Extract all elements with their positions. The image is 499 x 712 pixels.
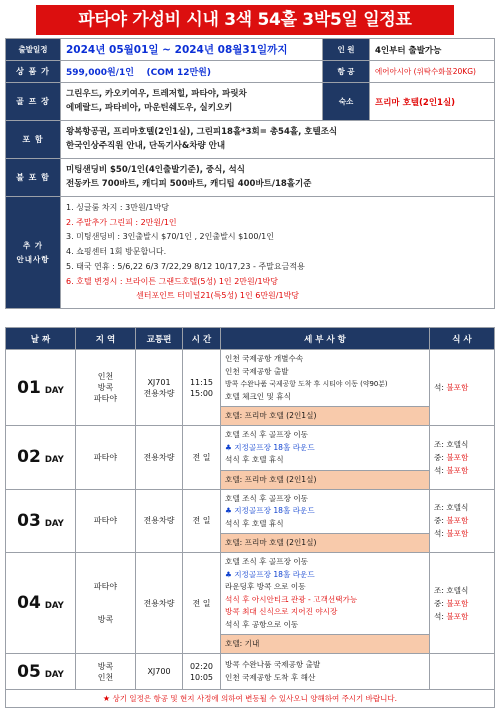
excluded-label: 불 포 함 xyxy=(6,159,61,197)
hotel-line: 호텔: 프리마 호텔 (2인1실) xyxy=(221,406,429,425)
details-cell xyxy=(221,553,430,654)
detail-line: ♣ 지정골프장 18홀 라운드 xyxy=(225,442,315,452)
meal-label: 조: xyxy=(434,585,447,595)
region-line: 파타야 xyxy=(93,582,118,591)
transport-line: XJ700 xyxy=(147,667,171,676)
meal-line xyxy=(434,381,494,394)
day-number: 02 xyxy=(17,447,41,468)
transport-line: 전용차량 xyxy=(143,388,175,398)
price-label: 상 품 가 xyxy=(6,61,61,83)
day-cell xyxy=(6,350,76,426)
note-item: 6. 호텔 변경시 : 브라이튼 그랜드호텔(5성) 1인 2만원/1박당 xyxy=(66,276,278,286)
meal-label: 석: xyxy=(434,611,444,621)
meal-label: 석: xyxy=(434,529,444,539)
meal-label: 중: xyxy=(434,598,444,608)
meal-line xyxy=(434,438,494,451)
day-row xyxy=(6,489,495,553)
transport-cell xyxy=(136,553,183,654)
meals-cell xyxy=(430,350,495,426)
region-cell xyxy=(76,426,136,490)
page-title: 파타야 가성비 시내 3색 54홀 3박5일 일정표 xyxy=(36,5,454,35)
people-value: 4인부터 출발가능 xyxy=(370,39,495,61)
notes-list xyxy=(61,197,495,309)
header-date: 날 짜 xyxy=(6,328,76,350)
time-cell xyxy=(183,350,221,426)
meal-line xyxy=(434,527,494,540)
detail-line: 라운딩후 방콕 으로 이동 xyxy=(225,582,306,591)
meal-label: 석: xyxy=(434,465,444,475)
meal-line xyxy=(434,610,494,623)
hotel-line: 호텔: 프리마 호텔 (2인1실) xyxy=(221,533,429,552)
meal-line xyxy=(434,501,494,514)
meal-line xyxy=(434,584,494,597)
included-line: 왕복항공권, 프리마호텔(2인1실), 그린피18홀*3회= 총54홀, 호텔조식 xyxy=(66,127,338,137)
time-cell xyxy=(183,553,221,654)
details-cell xyxy=(221,350,430,426)
notes-label xyxy=(6,197,61,309)
transport-cell xyxy=(136,654,183,690)
meal-value: 불포함 xyxy=(446,465,469,475)
transport-line: XJ701 xyxy=(147,377,171,387)
day-cell xyxy=(6,553,76,654)
air-value: 에어아시아 (위탁수화물20KG) xyxy=(370,61,495,83)
transport-line: 전용차량 xyxy=(143,598,175,608)
meal-value: 불포함 xyxy=(446,529,469,539)
detail-line: 석식 후 아시안티크 관광 - 고객선택가능 xyxy=(225,594,358,604)
note-item: 1. 싱글룸 차지 : 3만원/1박당 xyxy=(66,202,169,212)
detail-line: 석식 후 호텔 휴식 xyxy=(225,455,284,464)
meal-label: 석: xyxy=(434,383,444,392)
day-suffix: DAY xyxy=(44,385,64,396)
day-number: 05 xyxy=(17,661,41,682)
day-suffix: DAY xyxy=(44,455,64,466)
meal-label: 중: xyxy=(434,452,444,462)
stay-value: 프리마 호텔(2인1실) xyxy=(370,83,495,121)
region-line: 파타야 xyxy=(93,394,118,403)
air-label: 항 공 xyxy=(323,61,370,83)
transport-cell xyxy=(136,426,183,490)
transport-line: 전용차량 xyxy=(143,452,175,462)
detail-line: 방콕 최대 신식으로 지어진 야시장 xyxy=(225,607,338,616)
time-cell xyxy=(183,489,221,553)
day-suffix: DAY xyxy=(44,669,64,680)
day-cell xyxy=(6,426,76,490)
detail-line: 호텔 조식 후 골프장 이동 xyxy=(225,493,309,503)
region-line: 방콕 xyxy=(97,661,114,671)
details-cell xyxy=(221,489,430,553)
day-number: 04 xyxy=(17,593,41,613)
detail-line: 방콕 수완나품 국제공항 출발 xyxy=(225,660,321,669)
details-cell xyxy=(221,654,430,690)
time-line: 전 일 xyxy=(192,452,211,462)
meals-cell xyxy=(430,489,495,553)
time-line: 11:15 xyxy=(189,377,214,387)
note-item: 4. 쇼핑센터 1회 방문합니다. xyxy=(66,247,167,257)
footer-note xyxy=(6,690,495,708)
time-cell xyxy=(183,426,221,490)
detail-line: 호텔 조식 후 골프장 이동 xyxy=(225,557,309,566)
region-cell xyxy=(76,350,136,426)
note-item: 센터포인트 터미널21(특5성) 1인 6만원/1박당 xyxy=(136,291,300,301)
day-number: 01 xyxy=(17,377,41,398)
info-table xyxy=(5,38,495,309)
stay-label: 숙소 xyxy=(323,83,370,121)
meal-line xyxy=(434,597,494,610)
detail-line: 인천 국제공항 출발 xyxy=(225,366,289,376)
meal-line xyxy=(434,464,494,477)
header-meals: 식 사 xyxy=(430,328,495,350)
detail-line: 호텔 조식 후 골프장 이동 xyxy=(225,430,309,439)
details-cell xyxy=(221,426,430,490)
excluded-line: 미팅샌딩비 $50/1인(4인출발기준), 중식, 석식 xyxy=(66,165,245,175)
time-line: 02:20 xyxy=(189,661,214,671)
meal-label: 조: xyxy=(434,503,447,513)
footer-text: 상기 일정은 항공 및 현지 사정에 의하여 변동될 수 있사오니 양해하여 주시기 바랍니다. xyxy=(112,694,398,703)
hotel-line: 호텔: 프리마 호텔 (2인1실) xyxy=(221,470,429,489)
excluded-items xyxy=(61,159,495,197)
region-line: 방콕 xyxy=(97,383,114,392)
transport-line: 전용차량 xyxy=(143,516,175,526)
price-note: (COM 12만원) xyxy=(146,68,211,78)
included-line: 한국인상주직원 안내, 단독기사&차량 안내 xyxy=(66,140,226,151)
detail-line: 인천 국제공항 도착 후 해산 xyxy=(225,672,316,682)
golf-line: 에메랄드, 파타비아, 마운틴쉐도우, 실키오키 xyxy=(66,102,233,113)
transport-cell xyxy=(136,350,183,426)
time-line: 전 일 xyxy=(192,598,211,608)
region-cell xyxy=(76,654,136,690)
day-cell xyxy=(6,654,76,690)
region-cell xyxy=(76,553,136,654)
day-suffix: DAY xyxy=(44,518,64,529)
meal-value: 호텔식 xyxy=(446,439,469,449)
meal-value: 불포함 xyxy=(446,452,469,462)
people-label: 인 원 xyxy=(323,39,370,61)
region-line: 파타야 xyxy=(93,452,118,462)
meals-cell xyxy=(430,553,495,654)
meal-value: 불포함 xyxy=(446,516,469,526)
header-details: 세 부 사 항 xyxy=(221,328,430,350)
time-line: 15:00 xyxy=(189,388,214,398)
day-cell xyxy=(6,489,76,553)
header-transport: 교통편 xyxy=(136,328,183,350)
price-cell xyxy=(61,61,323,83)
time-line: 전 일 xyxy=(192,516,211,526)
note-item: 2. 주말추가 그린피 : 2만원/1인 xyxy=(66,217,177,227)
detail-line: ♣ 지정골프장 18홀 라운드 xyxy=(225,506,315,515)
day-number: 03 xyxy=(17,510,41,531)
region-line: 인천 xyxy=(97,672,114,682)
excluded-line: 전동카트 700바트, 캐디피 500바트, 캐디팁 400바트/18홀기준 xyxy=(66,178,312,189)
detail-line: 호텔 체크인 및 휴식 xyxy=(225,391,291,401)
meal-value: 불포함 xyxy=(446,611,469,621)
schedule-table xyxy=(5,327,495,708)
golf-courses xyxy=(61,83,323,121)
golf-line: 그린우드, 카오키여우, 트레저힐, 파타야, 파릿차 xyxy=(66,89,247,99)
region-line: 파타야 xyxy=(93,516,118,526)
note-item: 5. 태국 연휴 : 5/6,22 6/3 7/22,29 8/12 10/17,23 - 주말요금적용 xyxy=(66,261,305,271)
day-row xyxy=(6,426,495,490)
hotel-line: 호텔: 기내 xyxy=(221,634,429,653)
meal-value: 호텔식 xyxy=(446,503,469,513)
notes-label-line: 추 가 xyxy=(22,240,44,250)
header-region: 지 역 xyxy=(76,328,136,350)
schedule-header xyxy=(6,328,495,350)
meals-cell xyxy=(430,654,495,690)
golf-label: 골 프 장 xyxy=(6,83,61,121)
meal-line xyxy=(434,514,494,527)
day-row xyxy=(6,350,495,426)
detail-line: 석식 후 호텔 휴식 xyxy=(225,518,284,528)
detail-line: ♣ 지정골프장 18홀 라운드 xyxy=(225,569,315,579)
included-label: 포 함 xyxy=(6,121,61,159)
header-time: 시 간 xyxy=(183,328,221,350)
region-cell xyxy=(76,489,136,553)
detail-line: 방콕 수완나품 국제공항 도착 후 시티야 이동 (약90분) xyxy=(225,380,388,388)
meal-value: 불포함 xyxy=(446,598,469,608)
region-line: 인천 xyxy=(97,372,114,381)
detail-line: 인천 국제공항 개별수속 xyxy=(225,354,304,363)
day-suffix: DAY xyxy=(44,601,64,611)
meal-value: 불포함 xyxy=(446,383,469,392)
time-line: 10:05 xyxy=(189,672,214,682)
meals-cell xyxy=(430,426,495,490)
meal-label: 중: xyxy=(434,516,444,526)
meal-value: 호텔식 xyxy=(446,585,469,595)
footer-row xyxy=(6,690,495,708)
note-item: 3. 미팅샌딩비 : 3인출발시 $70/1인 , 2인출발시 $100/1인 xyxy=(66,232,274,242)
included-items xyxy=(61,121,495,159)
star-icon: ★ xyxy=(102,694,111,703)
day-row xyxy=(6,654,495,690)
period-value: 2024년 05월01일 ~ 2024년 08월31일까지 xyxy=(61,39,323,61)
period-label: 출발일정 xyxy=(6,39,61,61)
notes-label-line: 안내사항 xyxy=(16,254,50,264)
price-value: 599,000원/1인 xyxy=(66,68,134,78)
transport-cell xyxy=(136,489,183,553)
detail-line: 석식 후 공항으로 이동 xyxy=(225,619,299,629)
meal-label: 조: xyxy=(434,439,447,449)
meal-line xyxy=(434,451,494,464)
region-line: 방콕 xyxy=(97,615,114,624)
day-row xyxy=(6,553,495,654)
time-cell xyxy=(183,654,221,690)
